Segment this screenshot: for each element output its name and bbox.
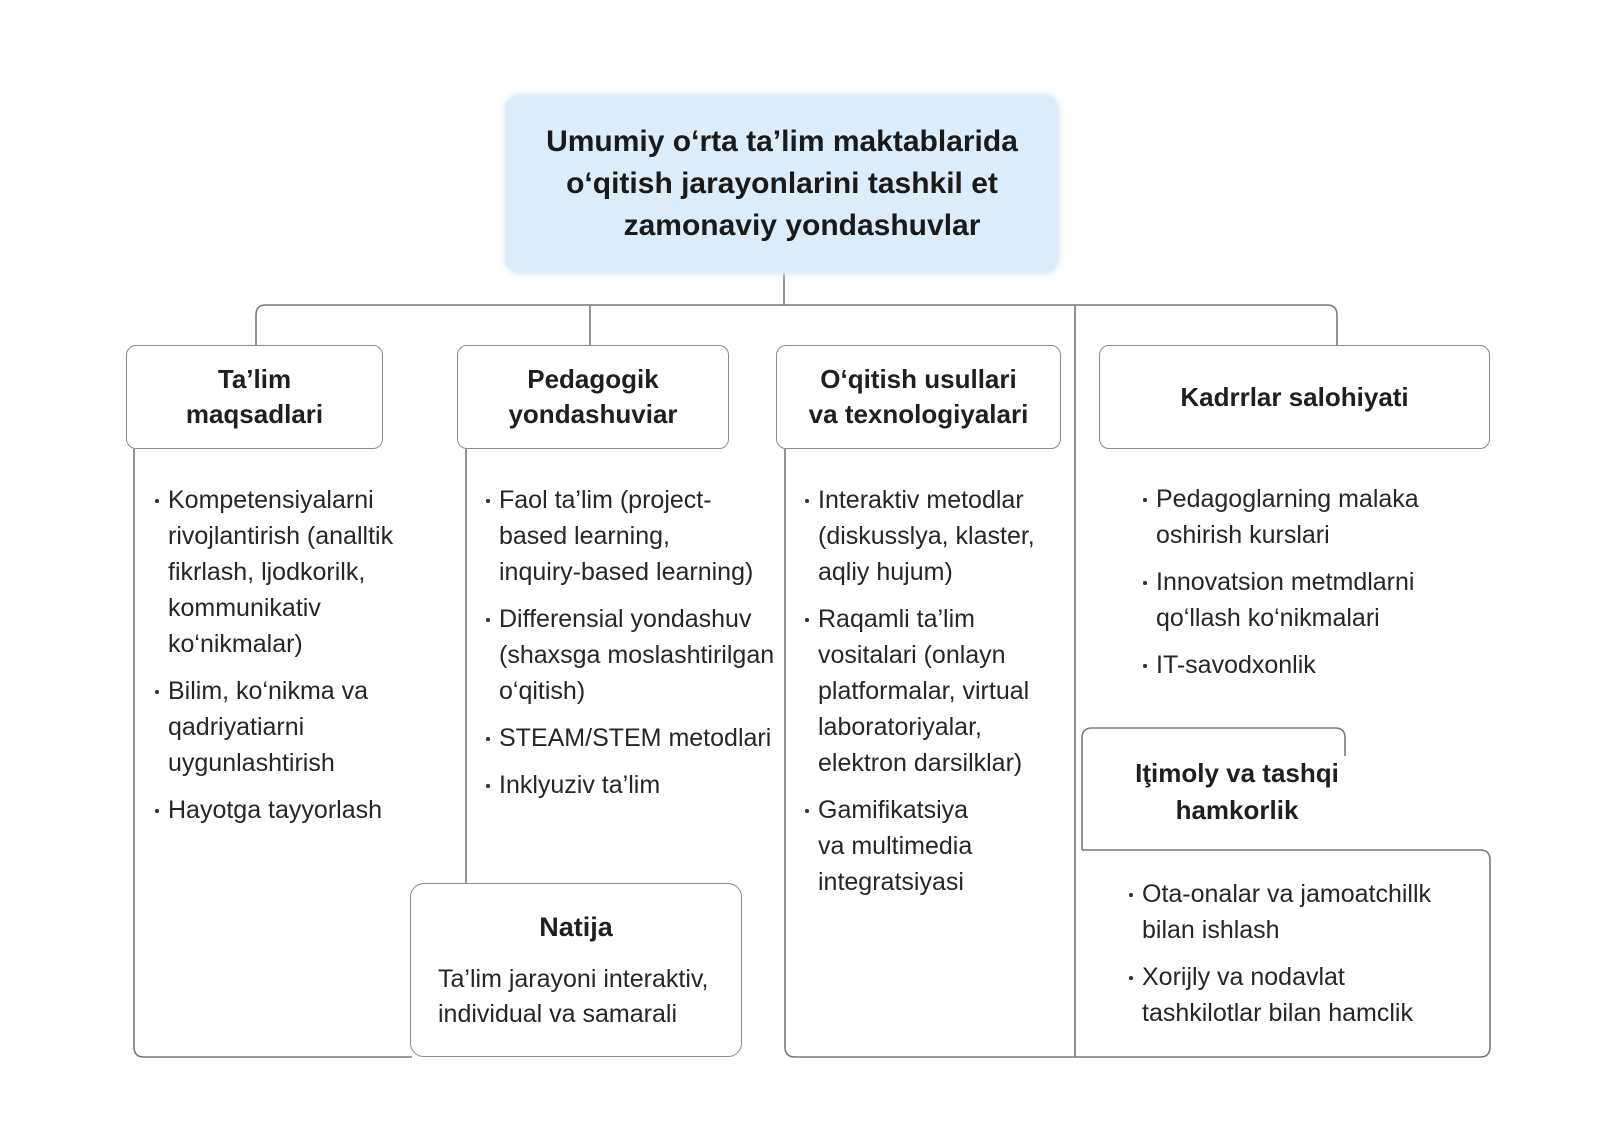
heading-line: maqsadlari (185, 399, 324, 429)
bullet-text-line: integratsiyasi (818, 868, 964, 896)
bullet-item (818, 792, 1035, 900)
bullet-item (818, 482, 1035, 590)
bullet-dot-icon (1143, 581, 1147, 585)
cooperation-heading (1118, 755, 1356, 829)
bullet-text-line: tashkilotlar bilan hamclik (1142, 999, 1413, 1027)
bullet-text-line: laboratoriyalar, (818, 713, 982, 741)
bullet-dot-icon (155, 809, 159, 813)
bullet-item (499, 601, 774, 709)
bullet-item (1142, 876, 1431, 948)
result-box (410, 883, 742, 1057)
bullet-text-line: platformalar, virtual (818, 677, 1030, 705)
bullet-text-line: inquiry-based learning) (499, 558, 754, 586)
main-title-line: o‘qitish jarayonlarini tashkil et (566, 167, 998, 200)
bullet-text-line: Inklyuziv ta’lim (499, 771, 661, 799)
bullet-dot-icon (155, 499, 159, 503)
bullet-text-line: Innovatsion metmdlarni (1156, 568, 1415, 596)
main-title-line: zamonaviy yondashuvlar (623, 209, 981, 242)
bullet-dot-icon (486, 784, 490, 788)
bullet-dot-icon (805, 618, 809, 622)
bullet-text-line: bilan ishlash (1142, 916, 1280, 944)
main-title-box (506, 95, 1058, 273)
heading-box-pedagogik-yondashuv (457, 345, 729, 449)
bullet-item (499, 482, 774, 590)
bullet-dot-icon (1129, 893, 1133, 897)
bullet-text-line: STEAM/STEM metodlari (499, 724, 772, 752)
heading-line: Iţimoly va tashqi (1135, 758, 1339, 788)
bullet-item (1142, 959, 1431, 1031)
bullet-text-line: oshirish kurslari (1156, 521, 1330, 549)
bullet-list-hamkorlik (1142, 876, 1431, 1031)
bullet-text-line: based learning, (499, 522, 670, 550)
bullet-item (168, 792, 393, 828)
bullet-text-line: o‘qitish) (499, 677, 586, 705)
result-heading: Natija (539, 912, 613, 942)
bullet-item (499, 767, 774, 803)
bullet-list-kadrlar-salohiyati (1156, 481, 1419, 683)
result-text (438, 962, 708, 1032)
bullet-dot-icon (486, 737, 490, 741)
bullet-text-line: va multimedia (818, 832, 973, 860)
branch-bar-line (256, 305, 1337, 346)
bullet-text-line: Ota-onalar va jamoatchillk (1142, 880, 1432, 908)
bullet-text-line: (shaxsga moslashtirilgan (499, 641, 775, 669)
bullet-dot-icon (486, 499, 490, 503)
bullet-item (818, 601, 1035, 781)
bullet-dot-icon (1143, 664, 1147, 668)
bullet-text-line: Differensial yondashuv (499, 605, 752, 633)
bullet-text-line: Xorijly va nodavlat (1142, 963, 1345, 991)
bullet-dot-icon (486, 618, 490, 622)
bullet-text-line: Kompetensiyalarni (168, 486, 374, 514)
bullet-text-line: (diskusslya, klaster, (818, 522, 1035, 550)
heading-line: hamkorlik (1175, 795, 1299, 825)
bullet-item (1156, 481, 1419, 553)
bullet-list-pedagogik-yondashuv (499, 482, 774, 803)
bullet-text-line: fikrlash, ljodkorilk, (168, 558, 366, 586)
bullet-item (168, 673, 393, 781)
bullet-text-line: IT-savodxonlik (1156, 651, 1316, 679)
bullet-dot-icon (1143, 498, 1147, 502)
bullet-text-line: Raqamli ta’lim (818, 605, 975, 633)
result-text-line: individual va samarali (438, 1000, 678, 1028)
bullet-text-line: Hayotga tayyorlash (168, 796, 383, 824)
bullet-text-line: aqliy hujum) (818, 558, 953, 586)
heading-box-kadrlar-salohiyati (1099, 345, 1490, 449)
bullet-text-line: uygunlashtirish (168, 749, 335, 777)
bullet-item (1156, 564, 1419, 636)
heading-line: O‘qitish usullari (820, 364, 1017, 394)
bullet-dot-icon (155, 690, 159, 694)
bullet-text-line: rivojlantirish (analltik (168, 522, 394, 550)
bullet-item (499, 720, 774, 756)
bullet-dot-icon (1129, 976, 1133, 980)
heading-line: Pedagogik (527, 364, 659, 394)
heading-line: va texnologiyalari (808, 399, 1029, 429)
bullet-text-line: vositalari (onlayn (818, 641, 1006, 669)
bullet-text-line: qadriyatiarni (168, 713, 305, 741)
bullet-text-line: elektron darsilklar) (818, 749, 1023, 777)
bullet-text-line: Bilim, ko‘nikma va (168, 677, 369, 705)
heading-line: Kadrrlar salohiyati (1180, 381, 1409, 412)
main-title-line: Umumiy o‘rta ta’lim maktablarida (546, 125, 1018, 158)
heading-line: Ta’lim (217, 364, 292, 394)
bullet-text-line: Interaktiv metodlar (818, 486, 1024, 514)
bullet-item (1156, 647, 1419, 683)
heading-box-talim-maqsadlari (126, 345, 383, 449)
bullet-text-line: ko‘nikmalar) (168, 630, 303, 658)
bullet-text-line: Gamifikatsiya (818, 796, 969, 824)
heading-box-oqitish-usullari (776, 345, 1061, 449)
bullet-list-oqitish-usullari (818, 482, 1035, 900)
bullet-list-talim-maqsadlari (168, 482, 393, 828)
bullet-text-line: Pedagoglarning malaka (1156, 485, 1419, 513)
heading-line: yondashuviar (508, 399, 678, 429)
bullet-text-line: qo‘llash ko‘nikmalari (1156, 604, 1380, 632)
bullet-item (168, 482, 393, 662)
bullet-text-line: Faol ta’lim (project- (499, 486, 712, 514)
bullet-text-line: kommunikativ (168, 594, 321, 622)
bullet-dot-icon (805, 499, 809, 503)
result-text-line: Ta’lim jarayoni interaktiv, (438, 965, 709, 993)
bullet-dot-icon (805, 809, 809, 813)
